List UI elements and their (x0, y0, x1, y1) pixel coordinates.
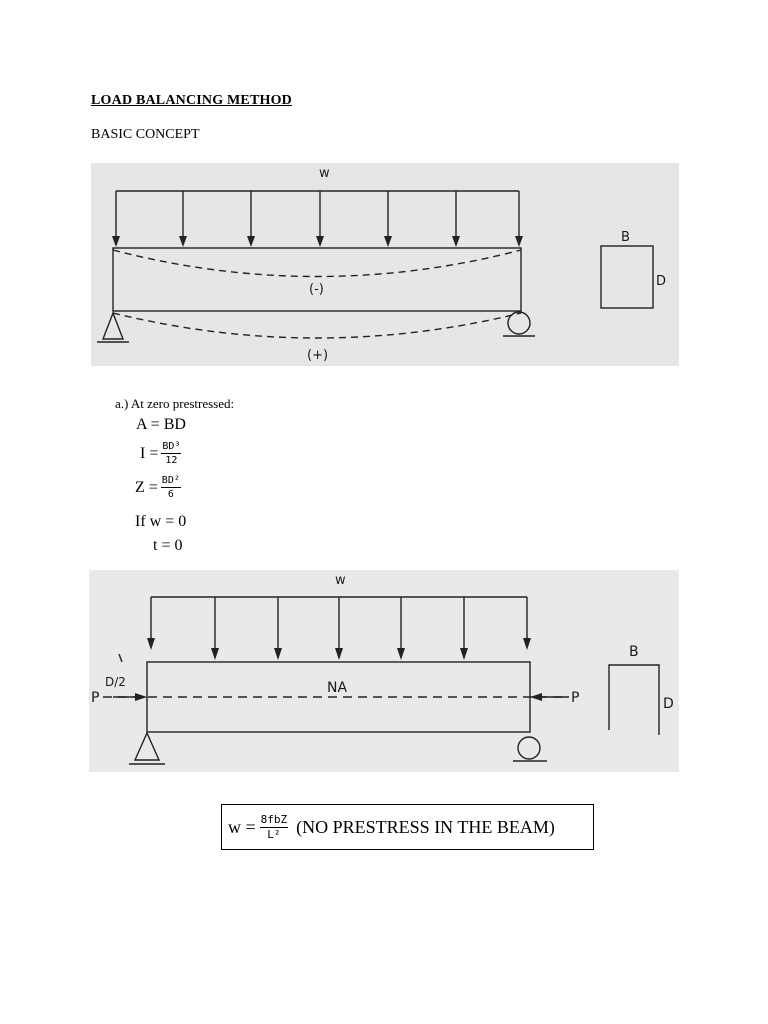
equation-lhs: w = (228, 816, 256, 837)
inertia-lhs: I = (140, 444, 159, 462)
force-right-label: P (571, 690, 580, 706)
section-width-label-2: B (629, 644, 639, 660)
area-formula: A = BD (136, 416, 186, 433)
result-text: t = 0 (153, 537, 183, 554)
neutral-axis-label: NA (327, 680, 348, 696)
load-label-2: w (335, 573, 346, 588)
section-heading: BASIC CONCEPT (91, 127, 200, 142)
beam-diagram-prestressed (89, 570, 679, 772)
inertia-denominator: 12 (165, 455, 178, 466)
modulus-formula (135, 475, 181, 500)
inertia-formula (140, 441, 181, 466)
equation-denominator: L² (267, 827, 281, 841)
equation-numerator: 8fbZ (260, 812, 288, 826)
balanced-load-equation (221, 804, 594, 850)
equation-fraction (260, 814, 289, 841)
section-depth-label-2: D (663, 696, 674, 712)
section-depth-label: D (656, 274, 667, 289)
modulus-denominator: 6 (167, 489, 174, 500)
offset-label: D/2 (105, 675, 126, 689)
equation-note: (NO PRESTRESS IN THE BEAM) (296, 816, 555, 837)
beam-diagram-loaded (91, 163, 679, 366)
modulus-fraction (161, 475, 181, 500)
section-width-label: B (621, 230, 630, 245)
force-left-label: P (91, 690, 100, 706)
inertia-numerator: BD³ (162, 441, 181, 452)
inertia-fraction (161, 441, 181, 466)
load-label: w (319, 166, 330, 181)
modulus-lhs: Z = (135, 478, 158, 496)
page-title: LOAD BALANCING METHOD (91, 93, 292, 108)
condition-text: If w = 0 (135, 513, 187, 530)
case-a-label: a.) At zero prestressed: (115, 396, 235, 411)
upper-curve-label: (-) (309, 282, 324, 297)
lower-curve-label: (+) (307, 348, 329, 363)
modulus-numerator: BD² (161, 475, 180, 486)
